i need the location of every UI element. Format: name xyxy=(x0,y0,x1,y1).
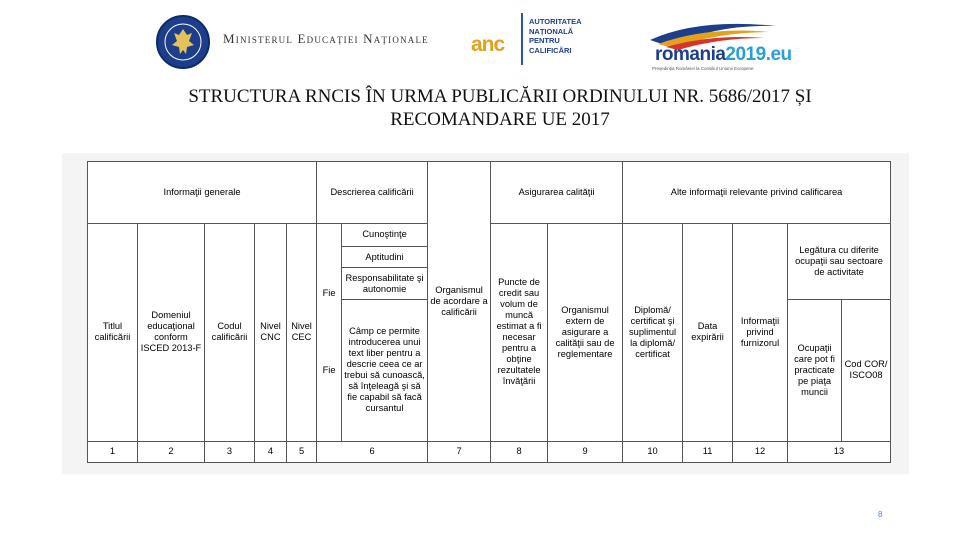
anc-text-line: PENTRU xyxy=(529,36,560,45)
romania-year-text: 2019.eu xyxy=(725,44,792,65)
fie-label: Fie xyxy=(317,300,342,441)
column-number: 13 xyxy=(788,441,891,462)
column-number: 12 xyxy=(733,441,788,462)
column-number: 4 xyxy=(255,441,287,462)
col-cod-cor: Cod COR/ ISCO08 xyxy=(842,300,891,441)
column-number: 10 xyxy=(623,441,683,462)
group-header-alte-informatii: Alte informaţii relevante privind calificarea xyxy=(623,162,891,224)
romania2019-logo xyxy=(655,44,792,66)
col-organismul-extern: Organismul extern de asigurare a calităţii sau de reglementare xyxy=(548,223,623,441)
anc-text xyxy=(529,17,582,55)
col-nivel-cnc: Nivel CNC xyxy=(255,223,287,441)
col-informatii-furnizor: Informaţii privind furnizorul xyxy=(733,223,788,441)
anc-logo-text: anc xyxy=(471,33,505,56)
col-domeniul-educational: Domeniul educaţional conform ISCED 2013-F xyxy=(138,223,205,441)
slide-title-line: RECOMANDARE UE 2017 xyxy=(390,109,610,130)
group-header-asigurarea: Asigurarea calităţii xyxy=(491,162,623,224)
anc-text-line: CALIFICĂRI xyxy=(529,45,572,55)
column-number: 9 xyxy=(548,441,623,462)
column-number: 5 xyxy=(287,441,317,462)
anc-logo xyxy=(471,33,504,57)
item-cunostinte: Cunoştinţe xyxy=(342,223,428,246)
item-responsabilitate: Responsabilitate şi autonomie xyxy=(342,268,428,300)
slide-title xyxy=(100,85,900,131)
col-ocupatii: Ocupaţii care pot fi practicate pe piaţa muncii xyxy=(788,300,842,441)
column-number: 3 xyxy=(205,441,255,462)
col-puncte-de-credit: Puncte de credit sau volum de muncă estimat a fi necesar pentru a obţine rezultatele învăţării xyxy=(491,223,548,441)
col-nivel-cec: Nivel CEC xyxy=(287,223,317,441)
group-header-organismul: Organismul de acordare a calificării xyxy=(428,162,491,442)
group-header-informatii-generale: Informaţii generale xyxy=(88,162,317,224)
col-titlul-calificarii: Titlul calificării xyxy=(88,223,138,441)
group-header-descrierea: Descrierea calificării xyxy=(317,162,428,224)
fie-label: Fie xyxy=(317,223,342,300)
page-number: 8 xyxy=(878,510,883,519)
romania2019-subtitle: Președinția României la Consiliul Uniunii Europene xyxy=(652,66,754,71)
col-data-expirarii: Data expirării xyxy=(683,223,733,441)
romania-text: romania xyxy=(655,44,726,65)
column-number: 2 xyxy=(138,441,205,462)
column-number: 7 xyxy=(428,441,491,462)
column-number: 1 xyxy=(88,441,138,462)
government-seal-logo xyxy=(156,15,210,69)
item-aptitudini: Aptitudini xyxy=(342,247,428,268)
col-diploma: Diplomă/ certificat şi suplimentul la diplomă/ certificat xyxy=(623,223,683,441)
item-camp-text-liber: Câmp ce permite introducerea unui text liber pentru a descrie ceea ce ar trebui să cunoască, să înţeleagă şi să fie capabil să facă cursantul xyxy=(342,300,428,441)
header-logos xyxy=(0,10,960,72)
column-number: 11 xyxy=(683,441,733,462)
column-number: 6 xyxy=(317,441,428,462)
anc-text-line: AUTORITATEA xyxy=(529,17,582,26)
column-number: 8 xyxy=(491,441,548,462)
ministry-name: Ministerul Educației Naționale xyxy=(223,31,429,46)
anc-divider xyxy=(521,13,523,65)
col-legatura-ocupatii: Legătura cu diferite ocupaţii sau sectoare de activitate xyxy=(788,223,891,300)
col-codul-calificarii: Codul calificării xyxy=(205,223,255,441)
slide-title-line: STRUCTURA RNCIS ÎN URMA PUBLICĂRII ORDINULUI NR. 5686/2017 ȘI xyxy=(188,86,812,107)
rncis-structure-table xyxy=(87,161,891,463)
anc-text-line: NAȚIONALĂ xyxy=(529,26,574,36)
